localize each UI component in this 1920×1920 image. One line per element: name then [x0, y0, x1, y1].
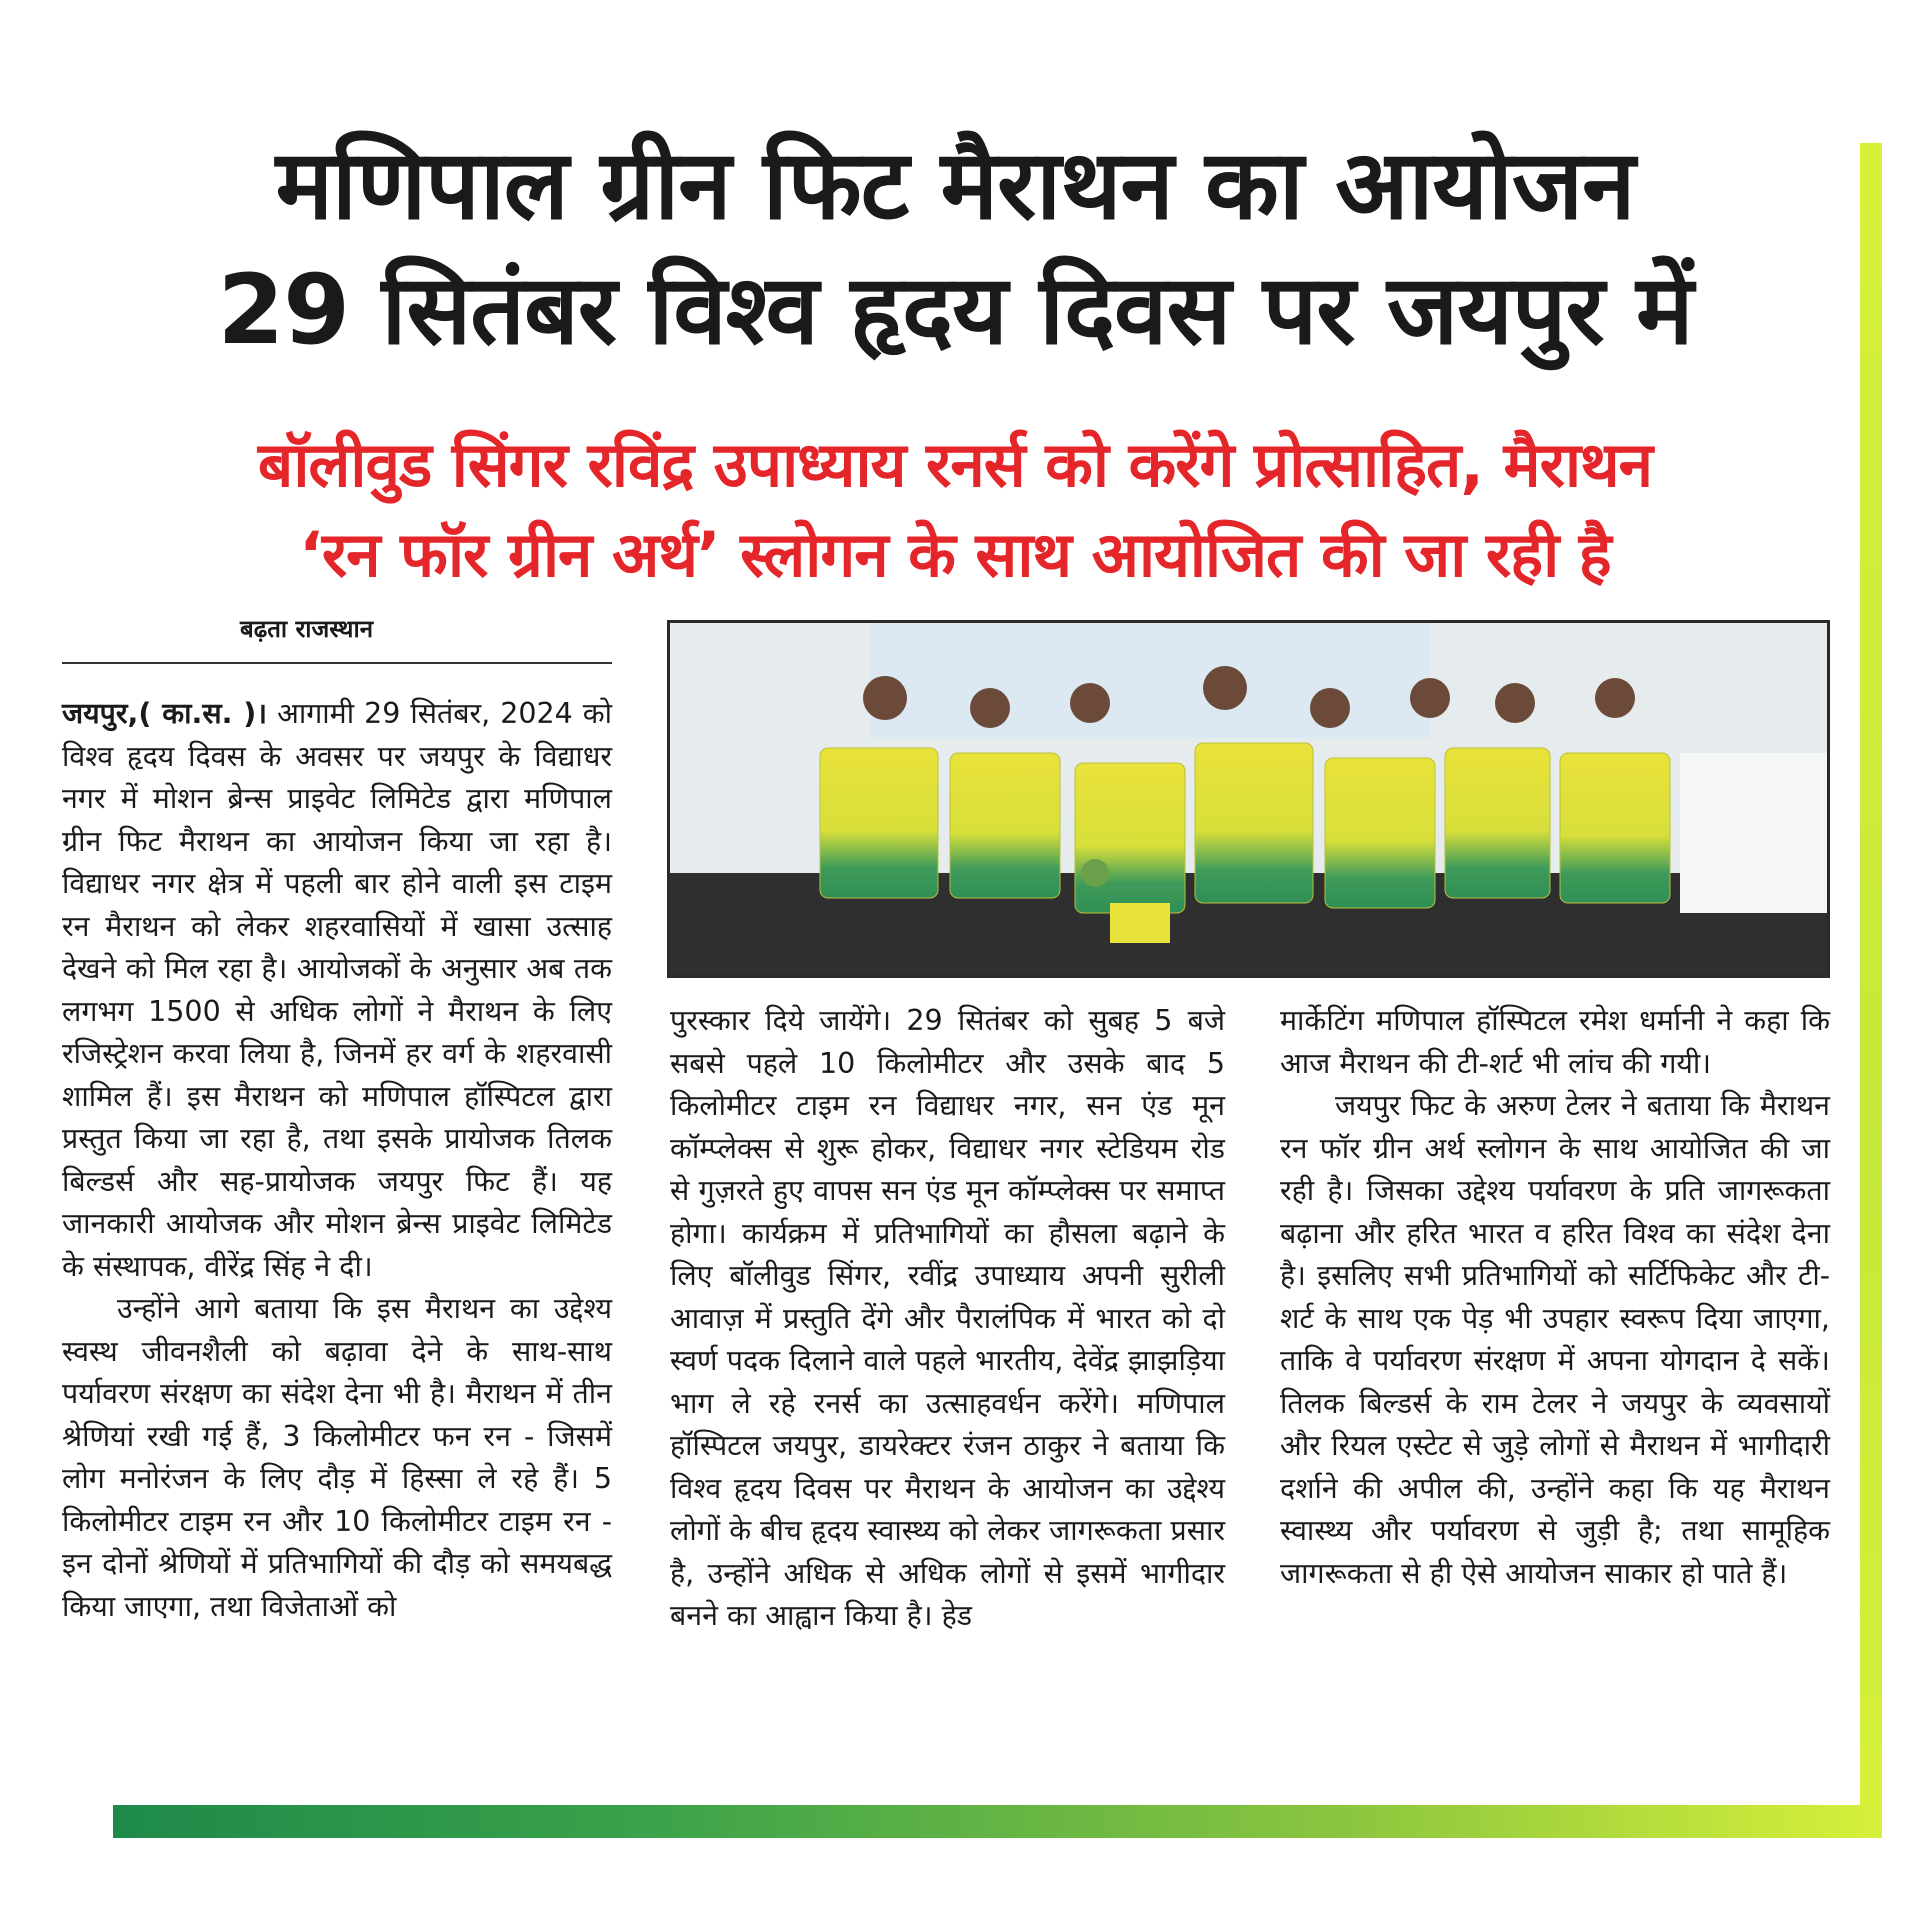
article-column-1	[62, 693, 612, 1628]
subheadline-line-2: ‘रन फॉर ग्रीन अर्थ’ स्लोगन के साथ आयोजित की जा रही है	[299, 518, 1611, 591]
byline: बढ़ता राजस्थान	[240, 615, 374, 643]
accent-bar-right	[1860, 143, 1882, 1838]
article-paragraph: जयपुर फिट के अरुण टेलर ने बताया कि मैराथन रन फॉर ग्रीन अर्थ स्लोगन के साथ आयोजित की जा रही है। जिसका उद्देश्य पर्यावरण के प्रति जागरूकता बढ़ाना और हरित भारत व हरित विश्व का संदेश देना है। इसलिए सभी प्रतिभागियों को सर्टिफिकेट और टी-शर्ट के साथ एक पेड़ भी उपहार स्वरूप दिया जाएगा, ताकि वे पर्यावरण संरक्षण में अपना योगदान दे सकें। तिलक बिल्डर्स के राम टेलर ने जयपुर के व्यवसायों और रियल एस्टेट से जुड़े लोगों से मैराथन में भागीदारी दर्शाने की अपील की, उन्होंने कहा कि यह मैराथन स्वास्थ्य और पर्यावरण से जुड़ी है; तथा सामूहिक जागरूकता से ही ऐसे आयोजन साकार हो पाते हैं।	[1280, 1089, 1830, 1590]
subheadline-line-1: बॉलीवुड सिंगर रविंद्र उपाध्याय रनर्स को करेंगे प्रोत्साहित, मैराथन	[257, 428, 1653, 501]
article-paragraph: उन्होंने आगे बताया कि इस मैराथन का उद्देश्य स्वस्थ जीवनशैली को बढ़ावा देने के साथ-साथ पर्यावरण संरक्षण का संदेश देना भी है। मैराथन में तीन श्रेणियां रखी गई हैं, 3 किलोमीटर फन रन - जिसमें लोग मनोरंजन के लिए दौड़ में हिस्सा ले रहे हैं। 5 किलोमीटर टाइम रन और 10 किलोमीटर टाइम रन - इन दोनों श्रेणियों में प्रतिभागियों की दौड़ को समयबद्ध किया जाएगा, तथा विजेताओं को	[62, 1292, 612, 1623]
article-paragraph: मार्केटिंग मणिपाल हॉस्पिटल रमेश धर्मानी ने कहा कि आज मैराथन की टी-शर्ट भी लांच की गयी।	[1280, 1004, 1830, 1080]
article-paragraph: आगामी 29 सितंबर, 2024 को विश्व हृदय दिवस के अवसर पर जयपुर के विद्याधर नगर में मोशन ब्रेन्स प्राइवेट लिमिटेड द्वारा मणिपाल ग्रीन फिट मैराथन का आयोजन किया जा रहा है। विद्याधर नगर क्षेत्र में पहली बार होने वाली इस टाइम रन मैराथन को लेकर शहरवासियों में खासा उत्साह देखने को मिल रहा है। आयोजकों के अनुसार अब तक लगभग 1500 से अधिक लोगों ने मैराथन के लिए रजिस्ट्रेशन करवा लिया है, जिनमें हर वर्ग के शहरवासी शामिल हैं। इस मैराथन को मणिपाल हॉस्पिटल द्वारा प्रस्तुत किया जा रहा है, तथा इसके प्रायोजक तिलक बिल्डर्स और सह-प्रायोजक जयपुर फिट हैं। यह जानकारी आयोजक और मोशन ब्रेन्स प्राइवेट लिमिटेड के संस्थापक, वीरेंद्र सिंह ने दी।	[62, 697, 613, 1283]
article-column-3	[1280, 1000, 1830, 1595]
article-dateline: जयपुर,( का.स. )।	[62, 697, 268, 730]
accent-bar-bottom	[113, 1805, 1882, 1838]
headline-line-1: मणिपाल ग्रीन फिट मैराथन का आयोजन	[275, 129, 1635, 241]
headline-line-2: 29 सितंबर विश्व हृदय दिवस पर जयपुर में	[217, 254, 1693, 366]
byline-divider	[62, 662, 612, 664]
article-paragraph: पुरस्कार दिये जायेंगे। 29 सितंबर को सुबह 5 बजे सबसे पहले 10 किलोमीटर और उसके बाद 5 किलोमीटर टाइम रन विद्याधर नगर, सन एंड मून कॉम्प्लेक्स से शुरू होकर, विद्याधर नगर स्टेडियम रोड से गुज़रते हुए वापस सन एंड मून कॉम्प्लेक्स पर समाप्त होगा। कार्यक्रम में प्रतिभागियों का हौसला बढ़ाने के लिए बॉलीवुड सिंगर, रवींद्र उपाध्याय अपनी सुरीली आवाज़ में प्रस्तुति देंगे और पैरालंपिक में भारत को दो स्वर्ण पदक दिलाने वाले पहले भारतीय, देवेंद्र झाझड़िया भाग ले रहे रनर्स का उत्साहवर्धन करेंगे। मणिपाल हॉस्पिटल जयपुर, डायरेक्टर रंजन ठाकुर ने बताया कि विश्व हृदय दिवस पर मैराथन के आयोजन का उद्देश्य लोगों के बीच हृदय स्वास्थ्य को लेकर जागरूकता प्रसार है, उन्होंने अधिक से अधिक लोगों से इसमें भागीदार बनने का आह्वान किया है। हेड	[670, 1004, 1225, 1632]
article-photo	[667, 620, 1830, 978]
article-column-2	[670, 1000, 1225, 1638]
